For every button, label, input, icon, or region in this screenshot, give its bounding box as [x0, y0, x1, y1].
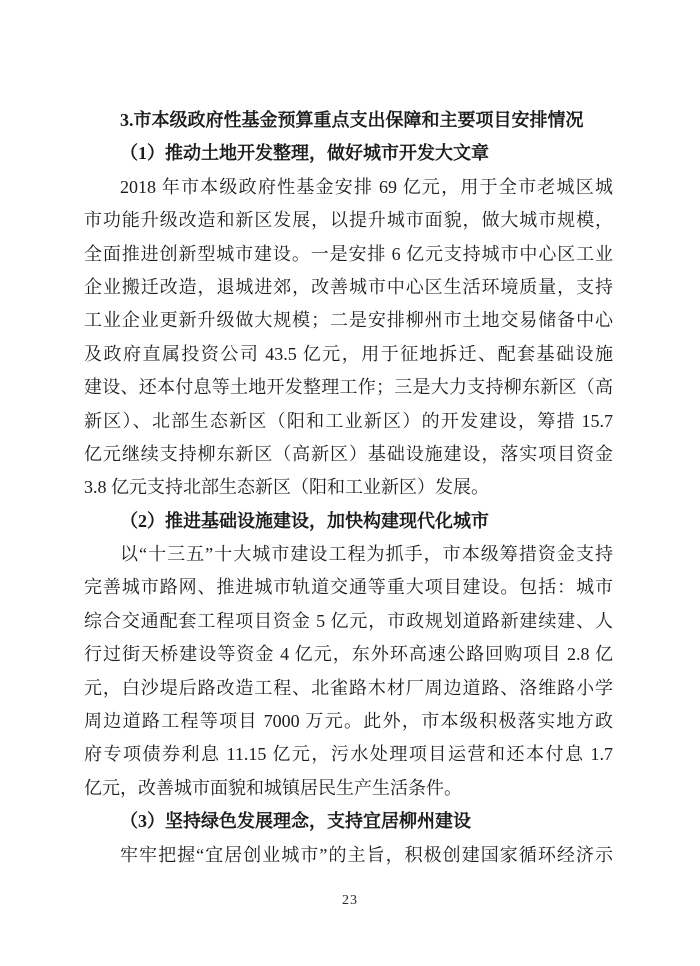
para-infrastructure-line: 完善城市路网、推进城市轨道交通等重大项目建设。包括：城市 [84, 577, 613, 598]
para-infrastructure-line: 元，白沙堤后路改造工程、北雀路木材厂周边道路、洛维路小学 [84, 677, 613, 698]
para-infrastructure-line: 周边道路工程等项目 7000 万元。此外，市本级积极落实地方政 [84, 711, 613, 732]
subsection-heading-3: （3）坚持绿色发展理念，支持宜居柳州建设 [120, 811, 471, 832]
para-infrastructure-line: 府专项债券利息 11.15 亿元，污水处理项目运营和还本付息 1.7 [84, 744, 613, 765]
document-body [84, 104, 613, 872]
para-land-development-line: 全面推进创新型城市建设。一是安排 6 亿元支持城市中心区工业 [84, 243, 613, 264]
subsection-heading-1: （1）推动土地开发整理，做好城市开发大文章 [120, 143, 489, 164]
para-land-development-line: 企业搬迁改造，退城进郊，改善城市中心区生活环境质量，支持 [84, 276, 613, 297]
para-land-development-line: 建设、还本付息等土地开发整理工作；三是大力支持柳东新区（高 [84, 377, 613, 398]
para-land-development-line: 2018 年市本级政府性基金安排 69 亿元，用于全市老城区城 [120, 176, 613, 197]
para-land-development-line: 工业企业更新升级做大规模；二是安排柳州市土地交易储备中心 [84, 310, 613, 331]
para-land-development-line: 亿元继续支持柳东新区（高新区）基础设施建设，落实项目资金 [84, 443, 613, 464]
page-number: 23 [342, 893, 358, 908]
para-infrastructure-line: 亿元，改善城市面貌和城镇居民生产生活条件。 [84, 777, 462, 798]
section-heading-3: 3.市本级政府性基金预算重点支出保障和主要项目安排情况 [120, 110, 584, 130]
para-infrastructure-line: 行过街天桥建设等资金 4 亿元，东外环高速公路回购项目 2.8 亿 [84, 644, 613, 665]
para-land-development-line: 新区）、北部生态新区（阳和工业新区）的开发建设，筹措 15.7 [84, 410, 613, 431]
para-infrastructure-line: 综合交通配套工程项目资金 5 亿元，市政规划道路新建续建、人 [84, 610, 613, 631]
page-footer [0, 891, 700, 911]
para-green-development-line: 牢牢把握“宜居创业城市”的主旨，积极创建国家循环经济示 [120, 844, 613, 865]
para-infrastructure-line: 以“十三五”十大城市建设工程为抓手，市本级筹措资金支持 [120, 544, 613, 565]
para-land-development-line: 市功能升级改造和新区发展，以提升城市面貌，做大城市规模， [84, 210, 613, 231]
para-land-development-line: 及政府直属投资公司 43.5 亿元，用于征地拆迁、配套基础设施 [84, 343, 613, 364]
para-land-development-line: 3.8 亿元支持北部生态新区（阳和工业新区）发展。 [84, 477, 489, 498]
subsection-heading-2: （2）推进基础设施建设，加快构建现代化城市 [120, 510, 489, 531]
